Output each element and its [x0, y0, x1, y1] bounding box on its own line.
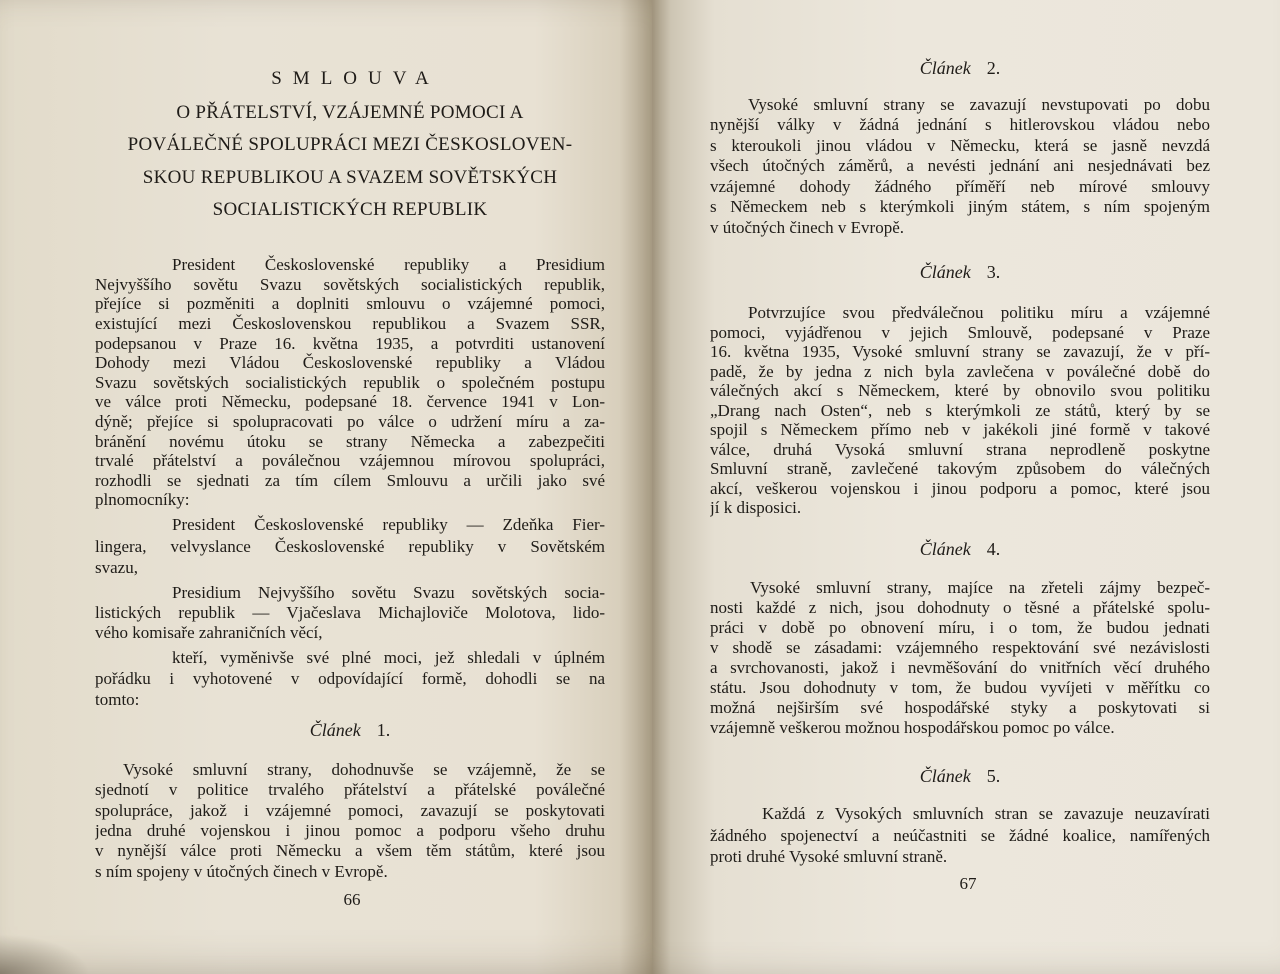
- article-paragraph: [710, 803, 1210, 868]
- article-label: Článek: [919, 262, 971, 282]
- text-line: jedna druhé vojenskou i jinou pomoc a podporu všeho druhu: [95, 820, 605, 840]
- text-line: Vysoké smluvní strany, majíce na zřeteli zájmy bezpeč-: [750, 578, 1210, 597]
- text-line: proti druhé Vysoké smluvní straně.: [710, 847, 948, 867]
- text-line: v nynější válce proti Německu a všem těm státům, které jsou: [95, 841, 605, 861]
- article-label: Článek: [919, 539, 971, 559]
- right-page: [652, 0, 1280, 974]
- text-line: existující mezi Československou republikou a Svazem SSR,: [95, 313, 605, 333]
- text-line: válečných akcí s Německem, které by obnovilo svou politiku: [710, 381, 1210, 401]
- text-line: pomoci, vyjádřenou v jejich Smlouvě, podepsané v Praze: [710, 322, 1210, 342]
- text-line: státu. Jsou dohodnuty v tom, že budou vyvíjeti v měřítku co: [710, 678, 1210, 697]
- article-number: 5.: [986, 766, 1001, 786]
- article-paragraph: [710, 303, 1210, 518]
- text-line: přejíce si pozměniti a doplniti smlouvu o vzájemné pomoci,: [95, 294, 605, 314]
- text-line: ve válce proti Německu, podepsané 18. července 1941 v Lon-: [95, 392, 605, 412]
- text-line: trvalé přátelství a poválečnou vzájemnou mírovou spolupráci,: [95, 451, 605, 471]
- text-line: rozhodli se sjednati za tím cílem Smlouvu a určili jako své: [95, 470, 605, 490]
- text-line: dýně; přejíce si spolupracovati po válce o udržení míru a za-: [95, 411, 605, 431]
- text-line: spojil s Německem přímo neb v jakékoli jiné formě v takové: [710, 420, 1210, 440]
- text-line: padě, že by jedna z nich byla zavlečena v poválečné době do: [710, 361, 1210, 381]
- article-heading: [95, 719, 605, 741]
- text-line: válce, druhá Vysoká smluvní strana neprodleně poskytne: [710, 439, 1210, 459]
- text-line: 16. května 1935, Vysoké smluvní strany se zavazují, že v pří-: [710, 342, 1210, 362]
- page-number: 67: [959, 874, 977, 893]
- text-line: vého komisaře zahraničních věcí,: [95, 623, 323, 642]
- text-line: žádného spojenectví a neúčastniti se žádné koalice, namířených: [710, 825, 1210, 845]
- text-line: Každá z Vysokých smluvních stran se zavazuje neuzavírati: [762, 804, 1210, 824]
- text-line: bránění novému útoku se strany Německa a zabezpečiti: [95, 431, 605, 451]
- agreement-paragraph: [95, 647, 605, 710]
- text-line: sjednotí v politice trvalého přátelství a přátelské poválečné: [95, 780, 605, 800]
- text-line: v shodě se zásadami: vzájemného respektování své nezávislosti: [710, 638, 1210, 657]
- text-line: Nejvyššího sovětu Svazu sovětských socialistických republik,: [95, 274, 605, 294]
- text-line: Vysoké smluvní strany, dohodnuvše se vzájemně, že se: [123, 759, 605, 779]
- article-paragraph: [710, 95, 1210, 239]
- article-label: Článek: [309, 720, 361, 740]
- text-line: pořádku i vyhotovené v odpovídající formě, dohodli se na: [95, 668, 605, 688]
- text-line: podepsanou v Praze 16. května 1935, a potvrditi ustanovení: [95, 333, 605, 353]
- text-line: spolupráce, jakož i vzájemné pomoci, zavazují se poskytovati: [95, 800, 605, 820]
- document-title: SMLOUVA: [271, 68, 440, 89]
- text-line: Presidium Nejvyššího sovětu Svazu sovětských socia-: [172, 583, 605, 602]
- plenipotentiary-paragraph: [95, 514, 605, 579]
- article-number: 1.: [376, 720, 391, 740]
- text-line: President Československé republiky — Zdeňka Fier-: [172, 515, 605, 534]
- text-line: lingera, velvyslance Československé republiky v Sovětském: [95, 536, 605, 556]
- preamble-paragraph: [95, 255, 605, 510]
- text-line: President Československé republiky a Presidium: [172, 255, 605, 275]
- text-line: nosti každé z nich, jsou dohodnuty o těsné a přátelské spolu-: [710, 598, 1210, 617]
- text-line: nynější války v žádná jednání s hitlerovskou vládou nebo: [710, 115, 1210, 135]
- text-line: Dohody mezi Vládou Československé republiky a Vládou: [95, 353, 605, 373]
- article-label: Článek: [919, 58, 971, 78]
- text-line: tomto:: [95, 689, 140, 709]
- text-line: s kteroukoli jinou vládou v Německu, která se jasně nevzdá: [710, 135, 1210, 155]
- text-line: svazu,: [95, 558, 138, 577]
- text-line: Svazu sovětských socialistických republik o společném postupu: [95, 372, 605, 392]
- article-heading: [710, 57, 1210, 79]
- text-line: listických republik — Vjačeslava Michajloviče Molotova, lido-: [95, 603, 605, 622]
- text-line: s ním spojeny v útočných činech v Evropě.: [95, 861, 388, 881]
- text-line: a svrchovanosti, jakož i nevměšování do vnitřních věcí druhého: [710, 658, 1210, 677]
- text-line: jí k disposici.: [710, 498, 802, 518]
- text-line: s Německem neb s kterýmkoli jiným státem, s ním spojeným: [710, 197, 1210, 217]
- article-label: Článek: [919, 766, 971, 786]
- article-heading: [710, 765, 1210, 787]
- article-heading: [710, 261, 1210, 283]
- text-line: kteří, vyměnivše své plné moci, jež shledali v úplném: [172, 647, 605, 667]
- text-line: možná nejširším své hospodářské styky a poskytovati si: [710, 698, 1210, 717]
- document-subtitle: [80, 97, 620, 226]
- text-line: Potvrzujíce svou předválečnou politiku míru a vzájemné: [748, 303, 1210, 323]
- article-number: 4.: [986, 539, 1001, 559]
- article-paragraph: [95, 760, 605, 882]
- text-line: „Drang nach Osten“, neb s kterýmkoli ze států, který by se: [710, 400, 1210, 420]
- page-corner-shadow: [0, 934, 90, 974]
- text-line: práci v době po obnovení míru, i o tom, že budou jednati: [710, 618, 1210, 637]
- text-line: Vysoké smluvní strany se zavazují nevstupovati po dobu: [748, 94, 1210, 114]
- article-number: 2.: [986, 58, 1001, 78]
- text-line: všech útočných záměrů, a nevésti jednání ani nesjednávati bez: [710, 156, 1210, 176]
- page-number: 66: [343, 890, 361, 909]
- text-line: plnomocníky:: [95, 490, 190, 510]
- subtitle-line: O PŘÁTELSTVÍ, VZÁJEMNÉ POMOCI A: [176, 102, 524, 123]
- text-line: Smluvní straně, zavlečené takovým způsobem do válečných: [710, 459, 1210, 479]
- text-line: v útočných činech v Evropě.: [710, 217, 905, 237]
- article-paragraph: [710, 578, 1210, 738]
- subtitle-line: SKOU REPUBLIKOU A SVAZEM SOVĚTSKÝCH: [142, 166, 558, 188]
- article-heading: [710, 538, 1210, 560]
- text-line: vzájemně veškerou možnou hospodářskou pomoc po válce.: [710, 718, 1115, 737]
- text-line: akcí, veškerou vojenskou i jinou podporu a pomoc, které jsou: [710, 478, 1210, 498]
- plenipotentiary-paragraph: [95, 583, 605, 643]
- text-line: vzájemné dohody žádného příměří neb mírové smlouvy: [710, 176, 1210, 196]
- article-number: 3.: [986, 262, 1001, 282]
- subtitle-line: SOCIALISTICKÝCH REPUBLIK: [212, 198, 488, 220]
- subtitle-line: POVÁLEČNÉ SPOLUPRÁCI MEZI ČESKOSLOVEN-: [127, 134, 573, 156]
